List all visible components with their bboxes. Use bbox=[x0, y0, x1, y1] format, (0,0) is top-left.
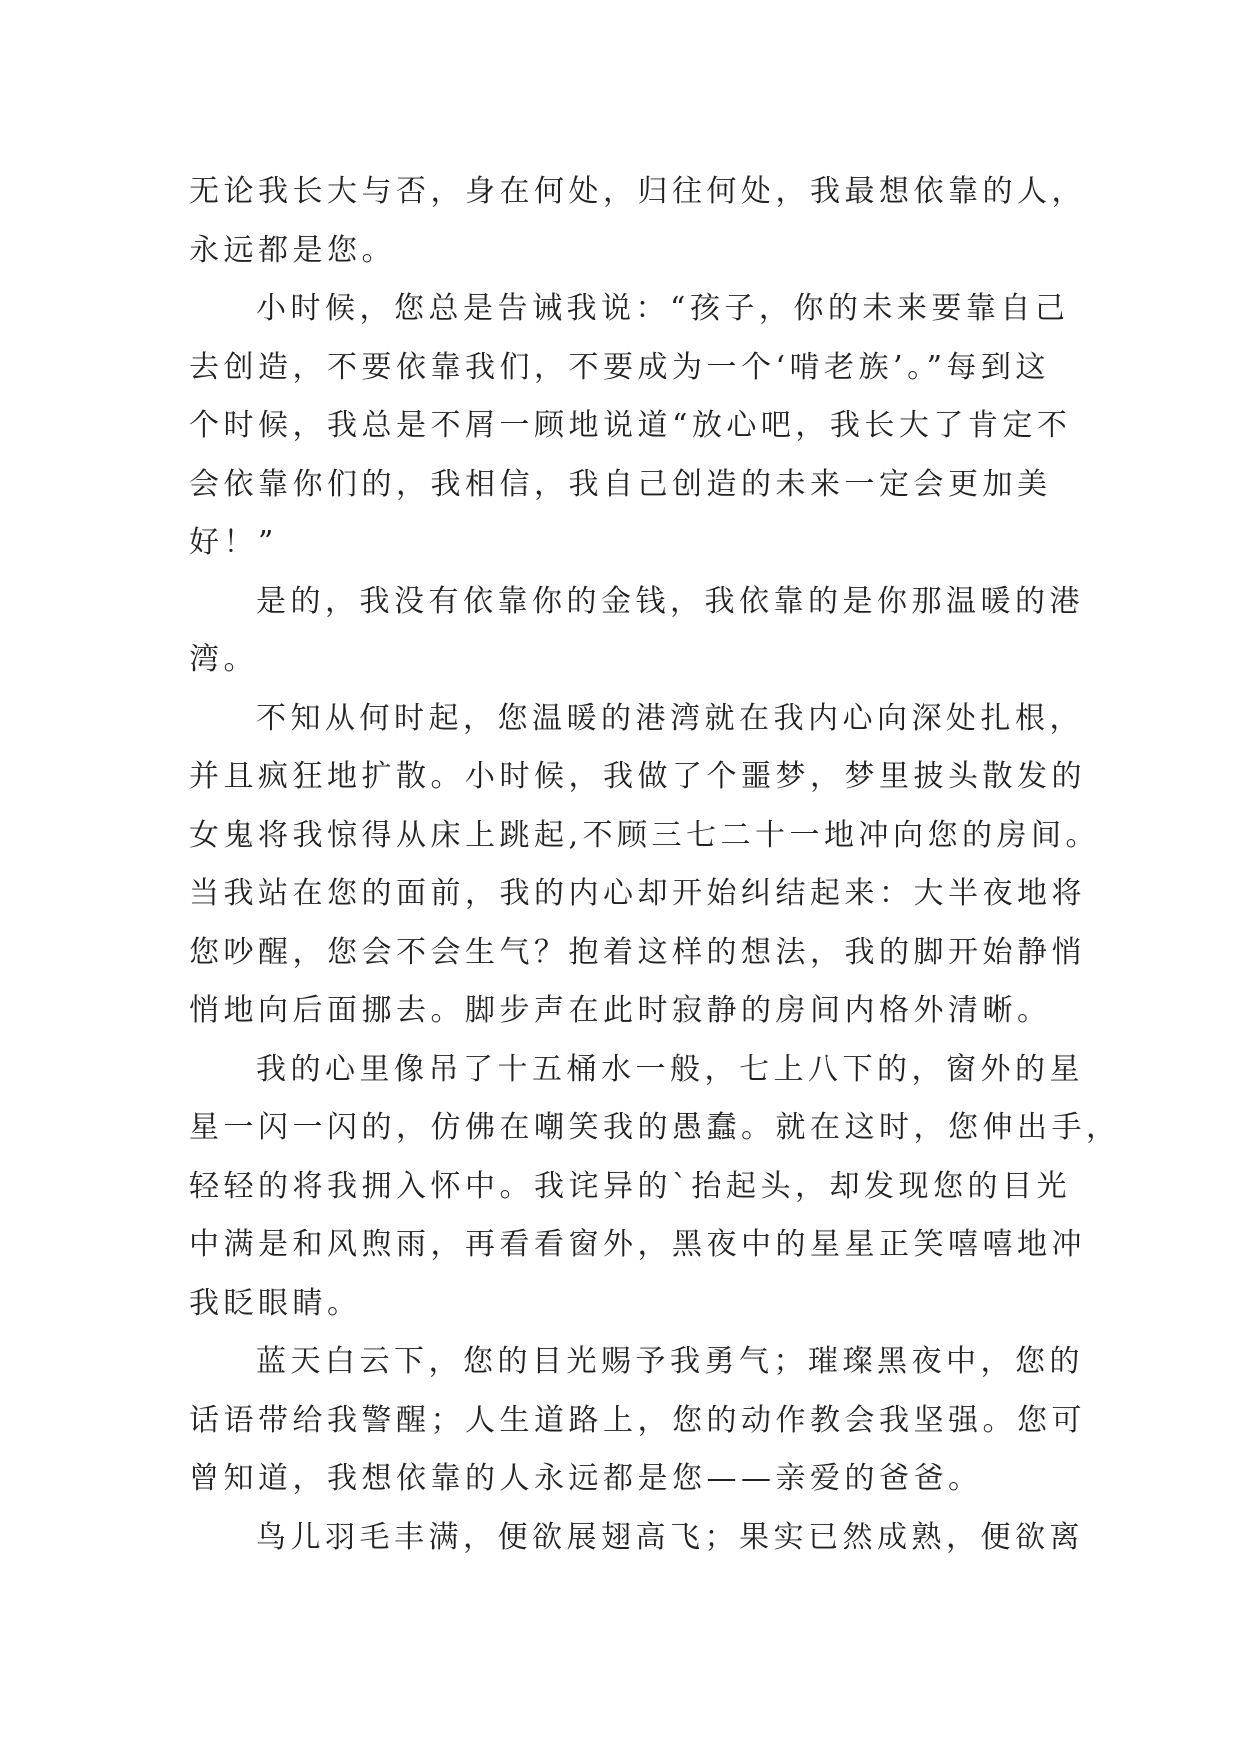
text-line: 个时候，我总是不屑一顾地说道“放心吧，我长大了肯定不 bbox=[189, 408, 1072, 443]
text-line: 蓝天白云下，您的目光赐予我勇气；璀璨黑夜中，您的 bbox=[256, 1344, 1084, 1379]
text-line: 是的，我没有依靠你的金钱，我依靠的是你那温暖的港 bbox=[256, 583, 1084, 619]
text-line: 您吵醒，您会不会生气？抱着这样的想法，我的脚开始静悄 bbox=[189, 934, 1086, 970]
text-line: 会依靠你们的，我相信，我自己创造的未来一定会更加美 bbox=[189, 466, 1052, 502]
text-line: 去创造，不要依靠我们，不要成为一个‘啃老族’。”每到这 bbox=[189, 349, 1050, 385]
text-line: 我眨眼睛。 bbox=[189, 1285, 362, 1321]
text-line: 中满是和风煦雨，再看看窗外，黑夜中的星星正笑嘻嘻地冲 bbox=[189, 1227, 1086, 1262]
text-line: 话语带给我警醒；人生道路上，您的动作教会我坚强。您可 bbox=[189, 1402, 1086, 1438]
text-line: 鸟儿羽毛丰满，便欲展翅高飞；果实已然成熟，便欲离 bbox=[256, 1519, 1084, 1555]
text-line: 轻轻的将我拥入怀中。我诧异的`抬起头，却发现您的目光 bbox=[189, 1168, 1071, 1204]
text-line: 好！” bbox=[189, 525, 278, 560]
text-line: 我的心里像吊了十五桶水一般，七上八下的，窗外的星 bbox=[256, 1051, 1084, 1087]
text-line: 星一闪一闪的，仿佛在嘲笑我的愚蠢。就在这时，您伸出手， bbox=[189, 1110, 1121, 1145]
text-line: 小时候，您总是告诫我说：“孩子，你的未来要靠自己 bbox=[256, 291, 1070, 326]
text-line: 并且疯狂地扩散。小时候，我做了个噩梦，梦里披头散发的 bbox=[189, 759, 1086, 794]
text-line: 不知从何时起，您温暖的港湾就在我内心向深处扎根， bbox=[256, 700, 1084, 736]
text-line: 当我站在您的面前，我的内心却开始纠结起来：大半夜地将 bbox=[189, 876, 1086, 911]
text-line: 永远都是您。 bbox=[189, 232, 396, 268]
text-line: 女鬼将我惊得从床上跳起,不顾三七二十一地冲向您的房间。 bbox=[189, 817, 1101, 853]
text-line: 曾知道，我想依靠的人永远都是您——亲爱的爸爸。 bbox=[189, 1461, 983, 1496]
text-line: 无论我长大与否，身在何处，归往何处，我最想依靠的人， bbox=[189, 174, 1086, 209]
document-body bbox=[189, 163, 1121, 1567]
text-line: 悄地向后面挪去。脚步声在此时寂静的房间内格外清晰。 bbox=[189, 993, 1052, 1028]
text-line: 湾。 bbox=[189, 642, 258, 677]
